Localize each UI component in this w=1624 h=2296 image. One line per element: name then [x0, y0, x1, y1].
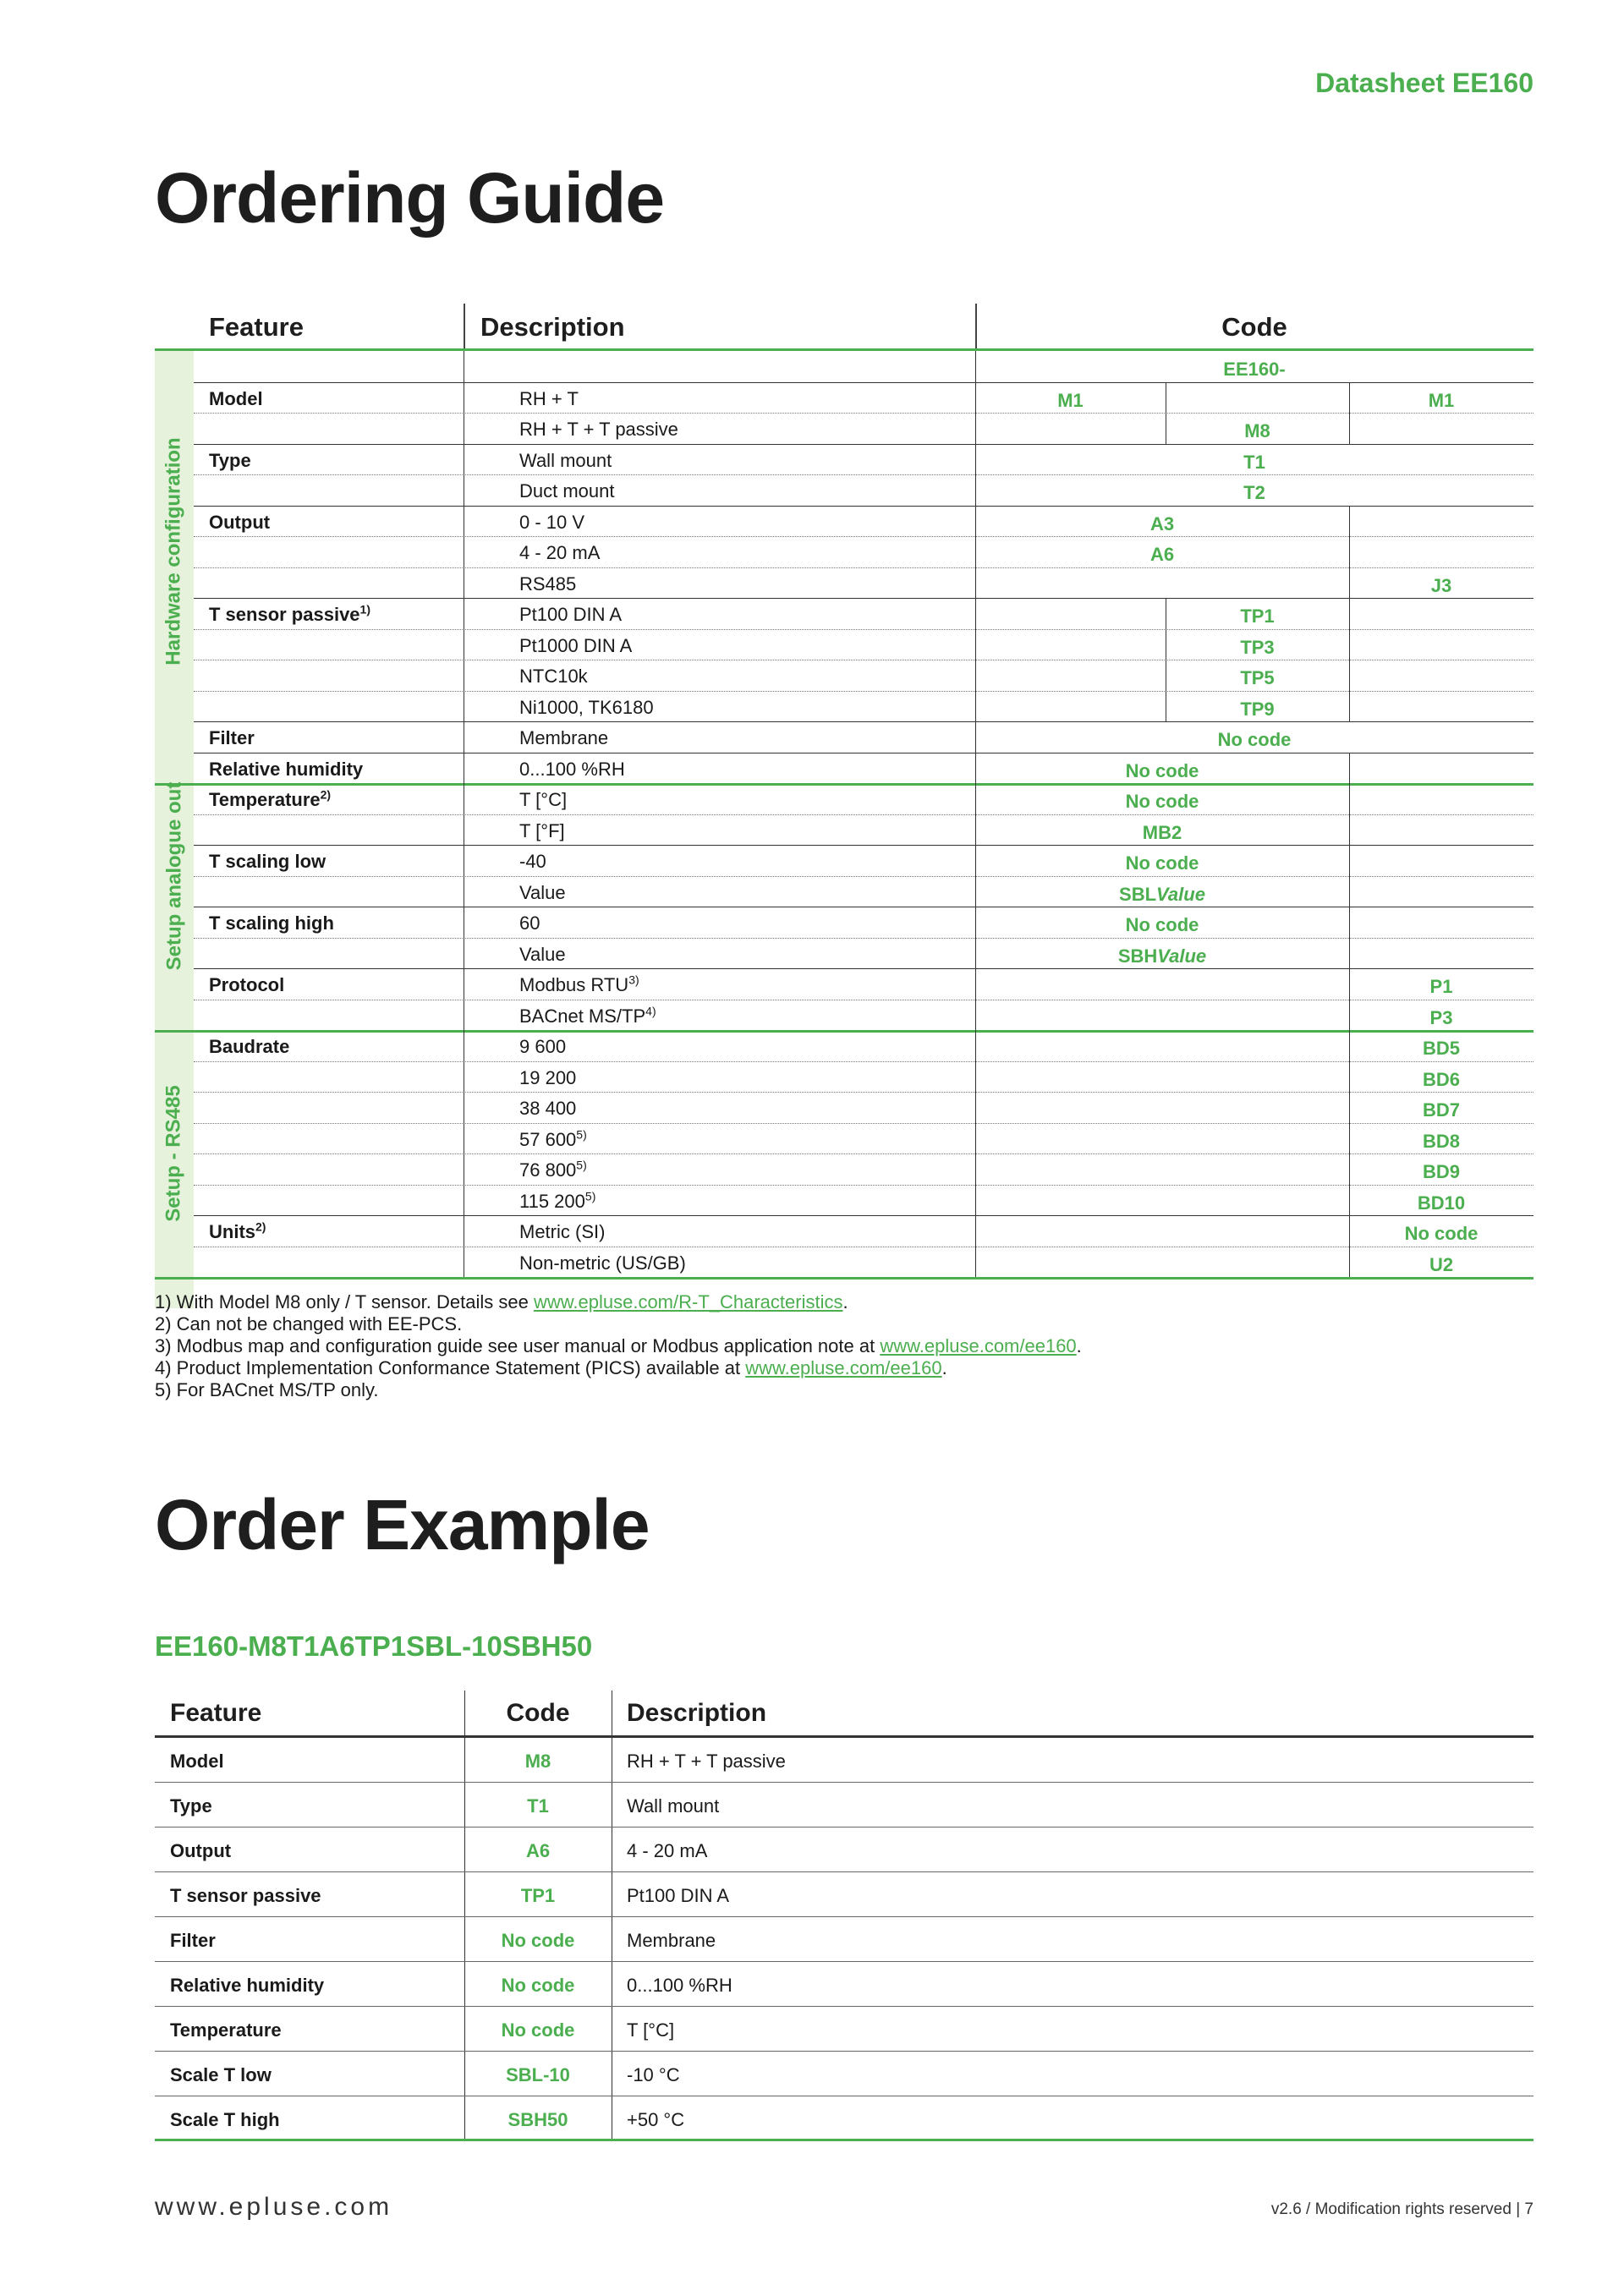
code-cell: BD8	[1422, 1130, 1460, 1152]
description-cell: 0...100 %RH	[627, 1975, 732, 1996]
code-cell: A6	[525, 1840, 551, 1861]
code-cell: BD9	[1422, 1161, 1460, 1182]
table-row	[155, 1738, 1533, 1783]
code-cell: No code	[501, 1930, 575, 1951]
table-row	[194, 660, 1533, 691]
description-cell: RH + T + T passive	[627, 1751, 786, 1772]
description-cell: NTC10k	[519, 666, 588, 687]
description-cell: Metric (SI)	[519, 1221, 606, 1242]
footnote-link[interactable]: www.epluse.com/ee160	[880, 1335, 1077, 1356]
feature-label: Baudrate	[209, 1036, 290, 1057]
description-cell: 4 - 20 mA	[627, 1840, 708, 1861]
ordering-guide-table	[155, 302, 1533, 1275]
description-cell: 60	[519, 912, 540, 934]
feature-cell: Type	[170, 1795, 212, 1817]
ordering-guide-title: Ordering Guide	[155, 158, 665, 238]
table-row	[194, 444, 1533, 475]
column-divider	[464, 2096, 465, 2139]
feature-cell: T sensor passive	[170, 1885, 321, 1906]
col-header-feature: Feature	[170, 1699, 262, 1727]
table-row	[194, 506, 1533, 537]
feature-label: Temperature$^{2)}$	[209, 787, 332, 810]
table-row	[194, 536, 1533, 567]
code-cell: SBH50	[508, 2109, 568, 2130]
footer-website: www.epluse.com	[155, 2193, 393, 2221]
footnote: 4) Product Implementation Conformance Statement (PICS) available at www.epluse.com/ee160.	[155, 1357, 947, 1378]
footnote-link[interactable]: www.epluse.com/R-T_Characteristics	[533, 1291, 843, 1312]
ordering-guide-header	[155, 302, 1533, 351]
description-cell: Value	[519, 881, 566, 903]
table-row	[194, 907, 1533, 938]
prefix-row	[194, 351, 1533, 382]
code-cell: MB2	[1142, 821, 1182, 843]
table-row	[194, 1092, 1533, 1123]
description-cell: RS485	[519, 573, 577, 595]
code-cell: BD5	[1422, 1038, 1460, 1059]
table-row	[194, 691, 1533, 722]
description-cell: T [°C]	[627, 2019, 675, 2041]
description-cell: Ni1000, TK6180	[519, 696, 654, 718]
column-divider	[1349, 506, 1350, 599]
description-cell: 76 800$^{5)}$	[519, 1158, 587, 1181]
description-cell: RH + T	[519, 387, 579, 409]
code-cell: A3	[1149, 512, 1175, 534]
feature-cell: Model	[170, 1751, 224, 1772]
table-row	[194, 814, 1533, 846]
column-divider	[464, 1872, 465, 1916]
description-cell: 38 400	[519, 1098, 577, 1119]
description-cell: +50 °C	[627, 2109, 685, 2130]
table-row	[194, 876, 1533, 907]
code-cell: No code	[501, 2019, 575, 2041]
feature-label: Type	[209, 449, 251, 471]
description-cell: -10 °C	[627, 2064, 680, 2085]
description-cell: Duct mount	[519, 480, 615, 501]
table-row	[155, 1962, 1533, 2007]
code-cell: T1	[1243, 451, 1265, 473]
group-label-text: Setup analogue out	[162, 781, 186, 970]
code-cell: No code	[1125, 759, 1199, 781]
row-divider	[155, 1277, 1533, 1280]
description-cell: 4 - 20 mA	[519, 542, 601, 563]
description-cell: 19 200	[519, 1066, 577, 1088]
feature-label: Protocol	[209, 974, 285, 995]
table-row	[194, 1030, 1533, 1061]
code-cell: SBLValue	[1119, 883, 1205, 905]
description-cell: Wall mount	[627, 1795, 720, 1817]
description-cell: Membrane	[627, 1930, 716, 1951]
setup-rs485-group-label	[155, 1000, 194, 1308]
code-cell: BD10	[1417, 1192, 1466, 1214]
column-divider	[1349, 753, 1350, 1278]
footnote: 1) With Model M8 only / T sensor. Details see www.epluse.com/R-T_Characteristics.	[155, 1291, 848, 1312]
table-row	[194, 1247, 1533, 1278]
table-row	[194, 1215, 1533, 1247]
hardware-configuration-group-label	[155, 351, 194, 753]
footnote: 2) Can not be changed with EE-PCS.	[155, 1313, 463, 1334]
code-cell: No code	[1125, 852, 1199, 874]
feature-label: Output	[209, 511, 271, 533]
code-cell: TP3	[1240, 636, 1275, 658]
code-cell: J3	[1430, 574, 1452, 596]
column-divider	[464, 2007, 465, 2051]
code-cell: T2	[1243, 482, 1265, 503]
order-example-code: EE160-M8T1A6TP1SBL-10SBH50	[155, 1630, 593, 1662]
table-row	[194, 474, 1533, 506]
description-cell: Modbus RTU$^{3)}$	[519, 973, 639, 995]
feature-label: Model	[209, 387, 263, 409]
table-row	[194, 721, 1533, 753]
table-row	[155, 2052, 1533, 2096]
table-row	[194, 629, 1533, 660]
setup-analogue-out-group-label	[155, 753, 194, 1000]
description-cell: Pt100 DIN A	[627, 1885, 730, 1906]
table-row	[194, 968, 1533, 1000]
description-cell: T [°C]	[519, 789, 568, 810]
table-row	[194, 413, 1533, 444]
column-divider	[1349, 598, 1350, 721]
feature-cell: Filter	[170, 1930, 216, 1951]
footer-version: v2.6 / Modification rights reserved | 7	[1270, 2200, 1533, 2218]
code-cell: No code	[1125, 914, 1199, 935]
table-row	[194, 1061, 1533, 1093]
code-cell: BD7	[1422, 1099, 1460, 1121]
column-divider	[1349, 382, 1350, 444]
description-cell: RH + T + T passive	[519, 419, 678, 440]
feature-cell: Scale T low	[170, 2064, 272, 2085]
code-cell: TP5	[1240, 667, 1275, 688]
code-cell: No code	[501, 1975, 575, 1996]
table-row	[194, 1185, 1533, 1216]
description-cell: 115 200$^{5)}$	[519, 1189, 596, 1212]
doc-header-title: Datasheet EE160	[1315, 68, 1533, 98]
feature-label: Units$^{2)}$	[209, 1219, 266, 1242]
footnote-link[interactable]: www.epluse.com/ee160	[745, 1357, 942, 1378]
column-divider	[464, 1738, 465, 1782]
order-example-body	[155, 1738, 1533, 2141]
code-cell: SBL-10	[506, 2064, 570, 2085]
code-cell: T1	[527, 1795, 549, 1817]
table-row	[194, 1000, 1533, 1031]
feature-cell: Output	[170, 1840, 232, 1861]
feature-label: T sensor passive$^{1)}$	[209, 602, 370, 625]
description-cell: T [°F]	[519, 819, 565, 841]
description-cell: 57 600$^{5)}$	[519, 1127, 587, 1150]
code-cell: BD6	[1422, 1068, 1460, 1090]
footnote: 3) Modbus map and configuration guide see user manual or Modbus application note at www.epluse.com/ee160.	[155, 1335, 1082, 1356]
col-header-description: Description	[480, 312, 625, 342]
feature-cell: Relative humidity	[170, 1975, 325, 1996]
code-cell: No code	[1125, 791, 1199, 812]
header-divider	[464, 304, 465, 348]
prefix-code: EE160-	[1223, 359, 1286, 380]
table-row	[155, 2007, 1533, 2052]
description-cell: 9 600	[519, 1036, 567, 1057]
code-cell: M1	[1057, 389, 1084, 411]
code-cell: TP1	[520, 1885, 556, 1906]
table-row	[155, 2096, 1533, 2141]
table-row	[155, 1783, 1533, 1827]
column-divider	[464, 2052, 465, 2096]
code-cell: A6	[1149, 544, 1175, 565]
table-row	[194, 1123, 1533, 1154]
table-row	[194, 783, 1533, 814]
table-row	[155, 1827, 1533, 1872]
group-label-text: Setup - RS485	[162, 1085, 186, 1222]
code-cell: No code	[1404, 1223, 1479, 1244]
code-cell: P3	[1429, 1006, 1453, 1028]
footnote: 5) For BACnet MS/TP only.	[155, 1379, 379, 1400]
column-divider	[464, 1962, 465, 2006]
feature-label: Filter	[209, 727, 255, 748]
table-row	[155, 1917, 1533, 1962]
footnotes	[155, 1291, 1082, 1401]
order-example-table	[155, 1689, 1533, 2141]
column-divider	[464, 1783, 465, 1827]
code-cell: P1	[1429, 976, 1453, 997]
col-header-code: Code	[506, 1699, 570, 1727]
column-divider	[464, 1827, 465, 1871]
code-cell: No code	[1217, 729, 1292, 750]
table-row	[194, 938, 1533, 969]
table-row	[194, 598, 1533, 629]
table-row	[194, 567, 1533, 599]
code-cell: U2	[1429, 1253, 1454, 1275]
feature-label: Relative humidity	[209, 758, 364, 780]
description-cell: BACnet MS/TP$^{4)}$	[519, 1004, 656, 1027]
code-cell: TP1	[1240, 606, 1275, 627]
code-cell: M8	[1244, 420, 1270, 441]
code-cell: M8	[524, 1751, 551, 1772]
description-cell: 0 - 10 V	[519, 511, 585, 533]
order-example-header	[155, 1689, 1533, 1738]
col-header-code: Code	[1221, 312, 1287, 342]
table-row	[194, 753, 1533, 784]
feature-cell: Scale T high	[170, 2109, 280, 2130]
feature-label: T scaling low	[209, 851, 326, 872]
feature-cell: Temperature	[170, 2019, 282, 2041]
col-header-feature: Feature	[209, 312, 304, 342]
description-cell: Non-metric (US/GB)	[519, 1252, 686, 1274]
column-divider	[464, 1917, 465, 1961]
feature-label: T scaling high	[209, 912, 334, 934]
description-cell: 0...100 %RH	[519, 758, 625, 780]
description-cell: Membrane	[519, 727, 609, 748]
code-cell: SBHValue	[1117, 945, 1207, 967]
table-row	[194, 845, 1533, 876]
group-label-text: Hardware configuration	[162, 437, 185, 666]
description-cell: Pt1000 DIN A	[519, 634, 633, 656]
column-divider	[975, 351, 976, 1277]
table-row	[194, 382, 1533, 414]
code-cell: M1	[1428, 389, 1455, 411]
code-cell: TP9	[1240, 698, 1275, 720]
description-cell: Wall mount	[519, 449, 612, 471]
table-row	[194, 1153, 1533, 1185]
table-row	[155, 1872, 1533, 1917]
description-cell: Value	[519, 943, 566, 965]
description-cell: -40	[519, 851, 546, 872]
description-cell: Pt100 DIN A	[519, 604, 623, 625]
col-header-description: Description	[627, 1699, 767, 1727]
order-example-title: Order Example	[155, 1485, 650, 1564]
